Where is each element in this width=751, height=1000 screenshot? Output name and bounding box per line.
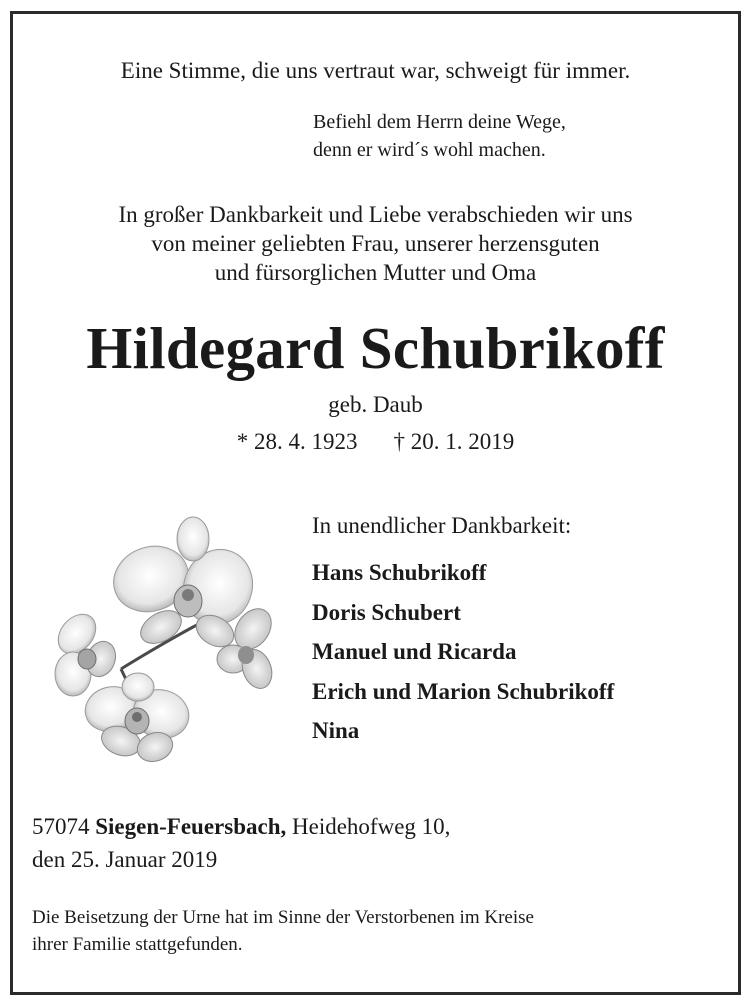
burial-note bbox=[32, 904, 534, 958]
address-line bbox=[32, 810, 450, 843]
mourner-group bbox=[312, 672, 614, 750]
address-place: Siegen-Feuersbach, bbox=[95, 814, 287, 839]
mourner-name: Nina bbox=[312, 718, 360, 743]
deceased-name: Hildegard Schubrikoff bbox=[86, 315, 665, 381]
mourners-lead: In unendlicher Dankbarkeit: bbox=[312, 513, 572, 538]
intro-text bbox=[13, 200, 738, 287]
intro-line: von meiner geliebten Frau, unserer herzensguten bbox=[151, 231, 600, 256]
mourner-group bbox=[312, 593, 614, 671]
death-date: † 20. 1. 2019 bbox=[393, 429, 515, 454]
burial-note-line: Die Beisetzung der Urne hat im Sinne der Verstorbenen im Kreise bbox=[32, 907, 534, 928]
mourner-name: Hans Schubrikoff bbox=[312, 560, 487, 585]
intro-line: und fürsorglichen Mutter und Oma bbox=[214, 260, 537, 285]
intro-line: In großer Dankbarkeit und Liebe verabschieden wir uns bbox=[118, 202, 633, 227]
address-street: Heidehofweg 10, bbox=[292, 814, 451, 839]
mourner-name: Erich und Marion Schubrikoff bbox=[312, 679, 615, 704]
address-block bbox=[32, 810, 450, 876]
obituary-notice bbox=[10, 11, 741, 995]
motto-line: Eine Stimme, die uns vertraut war, schweigt für immer. bbox=[120, 58, 631, 83]
birth-date: * 28. 4. 1923 bbox=[236, 429, 358, 454]
bible-verse bbox=[313, 108, 566, 164]
bible-verse-line: Befiehl dem Herrn deine Wege, bbox=[313, 111, 566, 133]
bible-verse-line: denn er wird´s wohl machen. bbox=[313, 139, 546, 161]
address-postcode: 57074 bbox=[32, 814, 90, 839]
burial-note-line: ihrer Familie stattgefunden. bbox=[32, 934, 243, 955]
birth-name: geb. Daub bbox=[328, 392, 423, 417]
mourner-name: Doris Schubert bbox=[312, 600, 461, 625]
mourner-name: Manuel und Ricarda bbox=[312, 639, 517, 664]
mourner-group bbox=[312, 553, 614, 592]
orchid-image bbox=[43, 509, 275, 769]
mourners-block bbox=[312, 513, 614, 751]
life-dates bbox=[13, 429, 738, 455]
address-date: den 25. Januar 2019 bbox=[32, 847, 218, 872]
